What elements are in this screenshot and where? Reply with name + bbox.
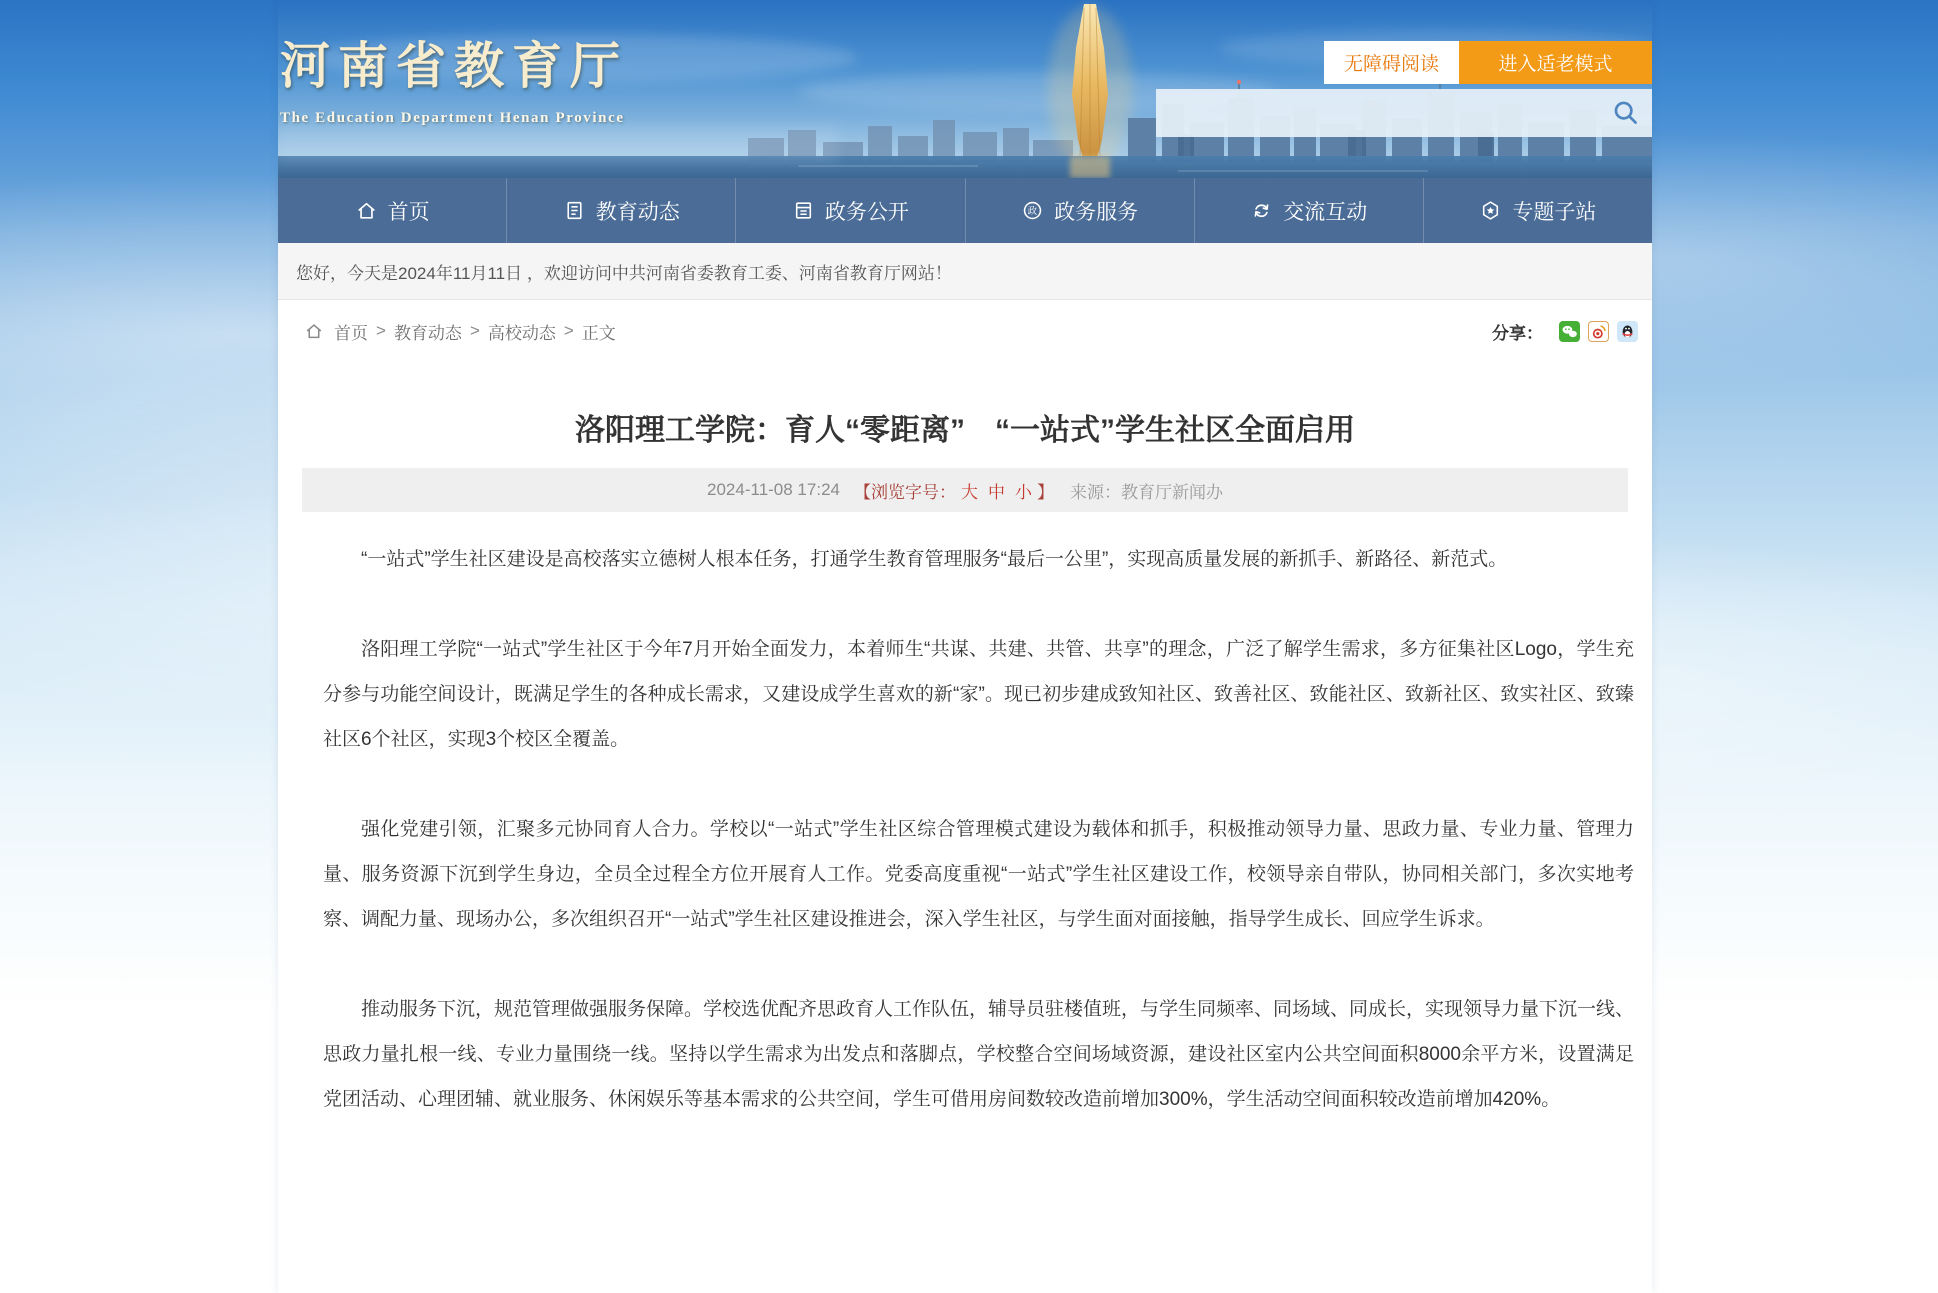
article-paragraph: “一站式”学生社区建设是高校落实立德树人根本任务，打通学生教育管理服务“最后一公里”，实现高质量发展的新抓手、新路径、新范式。 [361, 549, 1508, 570]
weibo-icon[interactable] [1588, 321, 1609, 342]
font-size-label-close: 】 [1036, 482, 1054, 502]
breadcrumb-separator: > [563, 321, 574, 340]
article-title: 洛阳理工学院：育人“零距离” “一站式”学生社区全面启用 [575, 414, 1355, 447]
share-bar [1492, 319, 1638, 344]
nav-item-sub-sites[interactable] [1423, 178, 1652, 243]
article-datetime: 2024-11-08 17:24 [707, 480, 840, 499]
greeting-text: 您好，今天是2024年11月11日 ，欢迎访问中共河南省委教育工委、河南省教育厅网站！ [296, 263, 952, 283]
site-header [278, 0, 1652, 178]
share-label: 分享： [1492, 323, 1543, 343]
header-top-buttons [1324, 41, 1652, 84]
breadcrumb-separator: > [376, 321, 386, 340]
breadcrumb-separator: > [469, 321, 480, 340]
site-name: 河南省教育厅 [280, 38, 628, 94]
search-icon[interactable] [1612, 99, 1640, 127]
elder-mode-button[interactable]: 进入适老模式 [1459, 41, 1652, 84]
breadcrumb-item-current: 正文 [581, 323, 616, 343]
interaction-icon [1250, 199, 1273, 222]
breadcrumb-item-edu-news[interactable]: 教育动态 [393, 323, 462, 343]
font-size-large-button[interactable]: 大 [960, 482, 978, 502]
article-paragraph: 强化党建引领，汇聚多元协同育人合力。学校以“一站式”学生社区综合管理模式建设为载体和抓手，积极推动领导力量、思政力量、专业力量、管理力量、服务资源下沉到学生身边，全员全过程全方位开展育人工作。党委高度重视“一站式”学生社区建设工作，校领导亲自带队，协同相关部门，多次实地考察、调配力量、现场办公，多次组织召开“一站式”学生社区建设推进会，深入学生社区，与学生面对面接触，指导学生成长、回应学生诉求。 [323, 819, 1634, 930]
font-size-small-button[interactable]: 小 [1014, 482, 1032, 502]
site-name-english: The Education Department Henan Province [280, 110, 625, 126]
nav-item-edu-news[interactable] [506, 178, 735, 243]
site-container [278, 0, 1652, 1293]
article-meta-bar [302, 468, 1628, 512]
source-value: 教育厅新闻办 [1120, 482, 1223, 502]
breadcrumb-item-home[interactable]: 首页 [334, 323, 368, 343]
nav-label: 政务公开 [824, 200, 909, 224]
search-input[interactable] [1156, 89, 1652, 137]
font-size-label-open: 【浏览字号： [853, 482, 956, 502]
edu-news-icon [563, 199, 586, 222]
article [278, 410, 1652, 1293]
article-paragraph: 推动服务下沉，规范管理做强服务保障。学校选优配齐思政育人工作队伍，辅导员驻楼值班，与学生同频率、同场域、同成长，实现领导力量下沉一线、思政力量扎根一线、专业力量围绕一线。坚持以学生需求为出发点和落脚点，学校整合空间场域资源，建设社区室内公共空间面积8000余平方米，设置满足党团活动、心理团辅、就业服务、休闲娱乐等基本需求的公共空间，学生可借用房间数较改造前增加300%，学生活动空间面积较改造前增加420%。 [323, 999, 1635, 1110]
sub-sites-icon [1479, 199, 1502, 222]
breadcrumb-home-icon [304, 321, 324, 341]
nav-label: 教育动态 [595, 200, 680, 224]
nav-label: 交流互动 [1283, 200, 1368, 224]
source-label: 来源： [1069, 482, 1121, 502]
nav-label: 首页 [387, 200, 430, 224]
article-body [278, 537, 1652, 1122]
greeting-bar [278, 243, 1652, 300]
svg-text:政: 政 [1027, 204, 1038, 216]
search-box [1156, 89, 1652, 137]
nav-label: 政务服务 [1054, 200, 1139, 224]
site-logo [280, 26, 628, 127]
breadcrumb-item-college-news[interactable]: 高校动态 [487, 323, 556, 343]
gov-service-icon [1021, 199, 1044, 222]
nav-item-gov-service[interactable] [965, 178, 1194, 243]
main-nav [278, 178, 1652, 243]
nav-label: 专题子站 [1512, 200, 1597, 224]
article-paragraph: 洛阳理工学院“一站式”学生社区于今年7月开始全面发力，本着师生“共谋、共建、共管、共享”的理念，广泛了解学生需求，多方征集社区Logo，学生充分参与功能空间设计，既满足学生的各种成长需求，又建设成学生喜欢的新“家”。现已初步建成致知社区、致善社区、致能社区、致新社区、致实社区、致臻社区6个社区，实现3个校区全覆盖。 [323, 639, 1634, 750]
accessibility-reading-button[interactable]: 无障碍阅读 [1324, 41, 1459, 84]
nav-item-home[interactable] [278, 178, 506, 243]
wechat-icon[interactable] [1559, 321, 1580, 342]
gov-open-icon [792, 199, 815, 222]
font-size-medium-button[interactable]: 中 [987, 482, 1005, 502]
home-icon [355, 199, 378, 222]
nav-item-gov-open[interactable] [735, 178, 964, 243]
qq-icon[interactable] [1617, 321, 1638, 342]
breadcrumb-bar [278, 300, 1652, 362]
nav-item-interaction[interactable] [1194, 178, 1423, 243]
